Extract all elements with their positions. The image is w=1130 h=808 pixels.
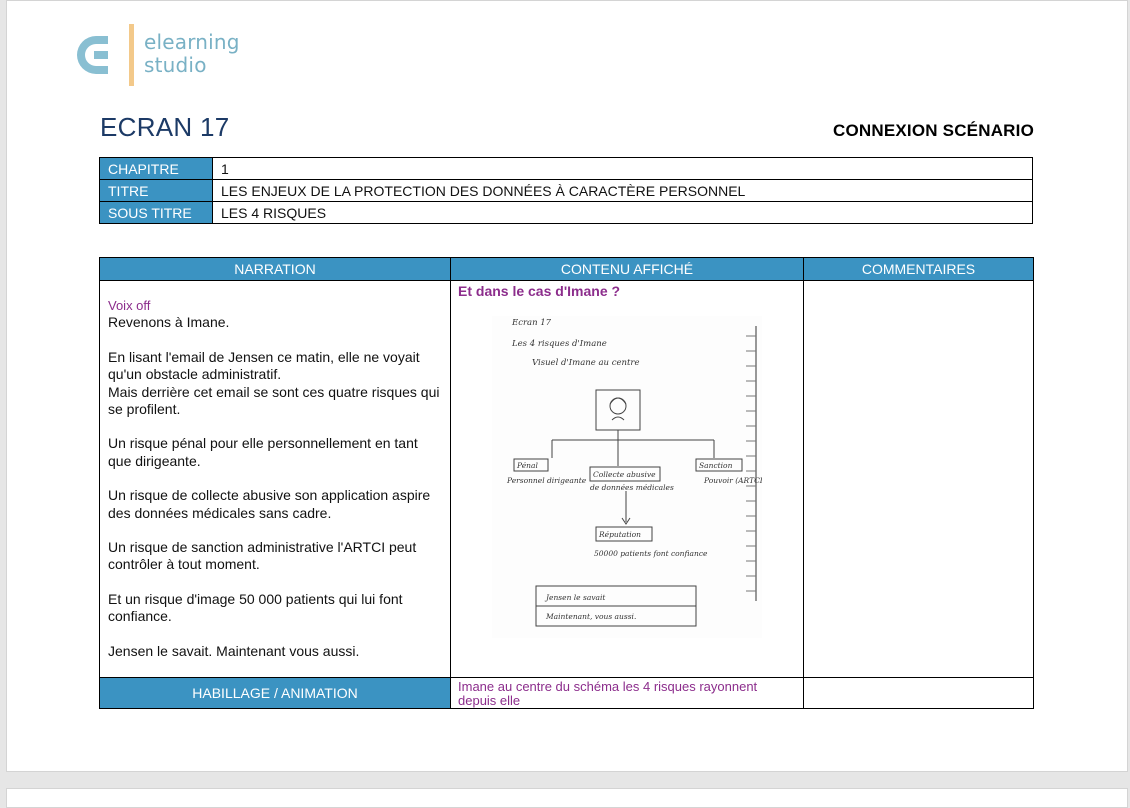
meta-value: LES 4 RISQUES: [213, 202, 1033, 224]
habillage-comment-cell: [804, 678, 1034, 709]
logo-e-icon: [68, 22, 138, 88]
habillage-label: HABILLAGE / ANIMATION: [100, 678, 451, 709]
sketch-box-sub: Pouvoir (ARTCI): [704, 476, 762, 485]
scenario-label: CONNEXION SCÉNARIO: [832, 121, 1034, 140]
narration-paragraph: Un risque pénal pour elle personnellement en tant que dirigeante.: [108, 435, 418, 469]
header-narration: NARRATION: [100, 258, 451, 281]
sketch-drawing: [492, 316, 762, 638]
page-title: ECRAN 17: [100, 112, 230, 142]
narration-paragraph: Un risque de collecte abusive son application aspire des données médicales sans cadre.: [108, 487, 431, 521]
meta-key: CHAPITRE: [100, 158, 213, 180]
meta-table: [99, 157, 1033, 224]
narration-paragraph: Revenons à Imane.: [108, 314, 230, 331]
header-commentaires: COMMENTAIRES: [804, 258, 1034, 281]
sketch-box-label: Réputation: [599, 530, 641, 539]
sketch-line: Visuel d'Imane au centre: [532, 358, 640, 368]
narration-cell: [100, 281, 451, 678]
narration-paragraph: Jensen le savait. Maintenant vous aussi.: [108, 642, 360, 659]
narration-line: En lisant l'email de Jensen ce matin, elle ne voyait qu'un obstacle administratif.: [108, 348, 420, 383]
narration-paragraph: [108, 349, 442, 419]
contenu-title: Et dans le cas d'Imane ?: [458, 283, 621, 299]
meta-key: TITRE: [100, 180, 213, 202]
meta-key: SOUS TITRE: [100, 202, 213, 224]
narration-line: Mais derrière cet email se sont ces quatre risques qui se profilent.: [108, 383, 440, 418]
sketch-box-label: Pénal: [517, 461, 538, 470]
sketch-line: Ecran 17: [512, 318, 552, 328]
meta-value: 1: [213, 158, 1033, 180]
sketch-box-sub: Maintenant, vous aussi.: [546, 612, 637, 621]
voix-off-label: Voix off: [108, 298, 151, 313]
sketch-box-sub: de données médicales: [590, 483, 674, 492]
meta-row-titre: [100, 180, 1033, 202]
meta-row-sous-titre: [100, 202, 1033, 224]
sketch-box-sub: Personnel dirigeante: [507, 476, 587, 485]
sketch-line: Les 4 risques d'Imane: [512, 339, 607, 349]
logo-wordmark: [144, 31, 240, 77]
sketch-box-label: Collecte abusive: [593, 470, 656, 479]
sketch-box-sub: 50000 patients font confiance: [594, 549, 708, 558]
header-contenu: CONTENU AFFICHÉ: [451, 258, 804, 281]
meta-value: LES ENJEUX DE LA PROTECTION DES DONNÉES À CARACTÈRE PERSONNEL: [213, 180, 1033, 202]
sketch-box-label: Jensen le savait: [546, 593, 606, 602]
commentaires-cell: [804, 281, 1034, 678]
next-page: [6, 788, 1128, 808]
narration-paragraph: Un risque de sanction administrative l'ARTCI peut contrôler à tout moment.: [108, 539, 417, 573]
sketch-box-label: Sanction: [699, 461, 733, 470]
narration-paragraph: Et un risque d'image 50 000 patients qui lui font confiance.: [108, 590, 403, 625]
meta-row-chapitre: [100, 158, 1033, 180]
logo-line-1: elearning: [144, 30, 240, 54]
sketch-image: [492, 316, 762, 638]
logo-line-2: studio: [144, 53, 207, 77]
habillage-text: Imane au centre du schéma les 4 risques rayonnent depuis elle: [451, 678, 804, 709]
